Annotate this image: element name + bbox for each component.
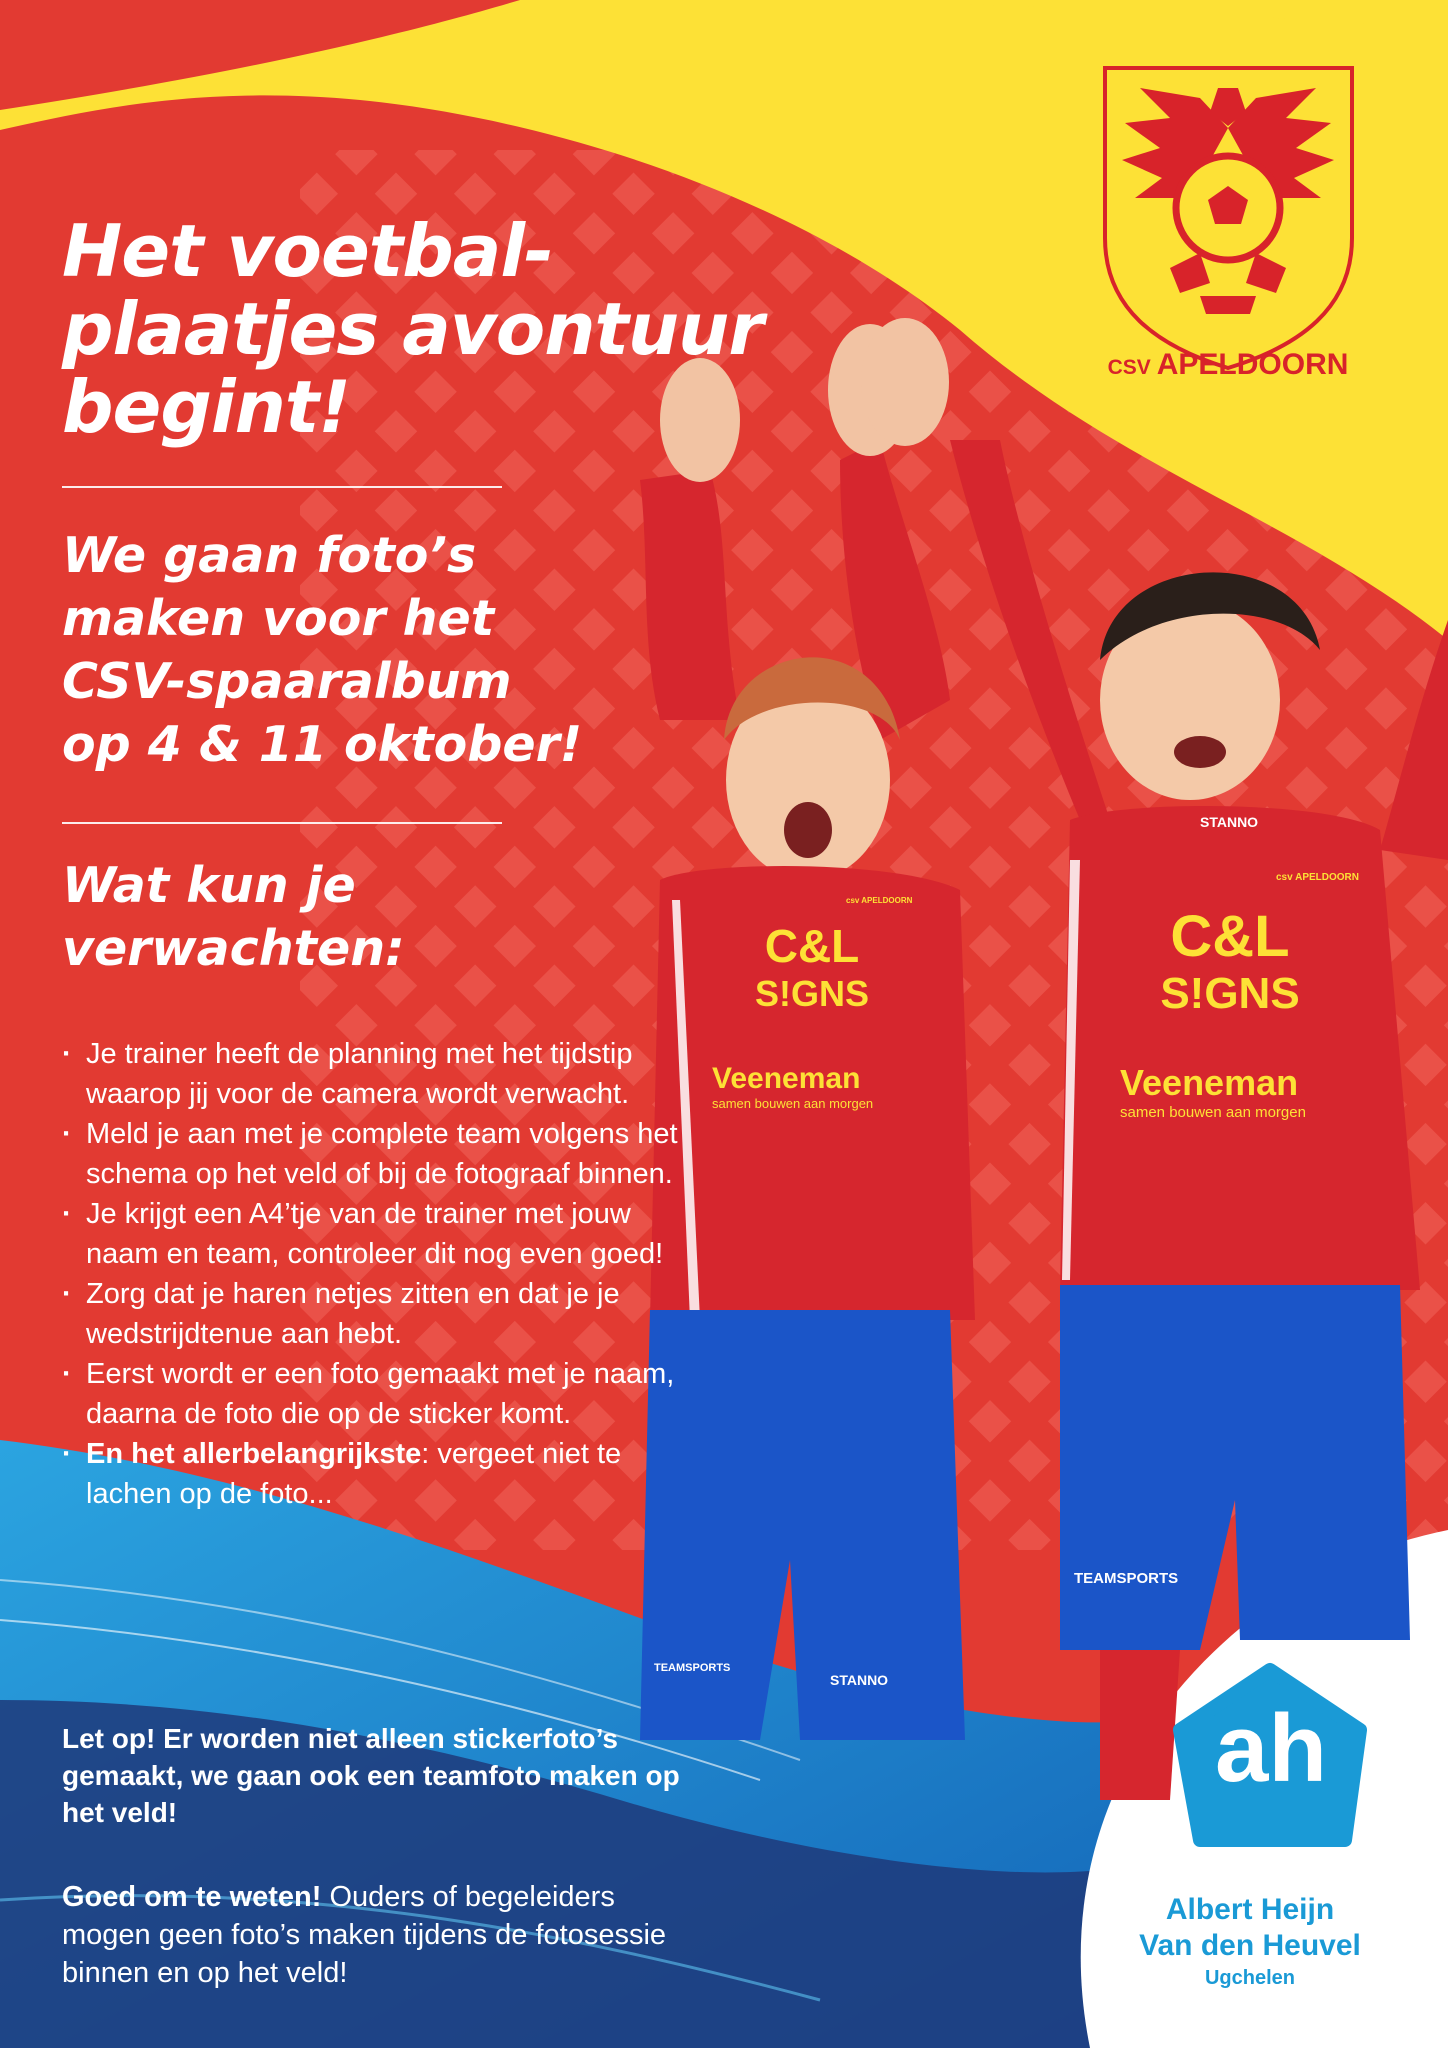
- shirt-logo-signs-right: S!GNS: [1160, 969, 1300, 1018]
- shirt-veeneman-left: [712, 1062, 932, 1111]
- notice-team-photo-text: Let op! Er worden niet alleen stickerfoto’s gemaakt, we gaan ook een teamfoto maken op het veld!: [62, 1723, 680, 1828]
- list-item: · Je trainer heeft de planning met het tijdstip waarop jij voor de camera wordt verwacht.: [58, 1034, 678, 1114]
- veeneman-logo-text: Veeneman: [712, 1062, 861, 1095]
- headline-line-1: Het voetbal-: [62, 209, 553, 293]
- notice-no-photos-rest: Ouders of begeleiders mogen geen foto’s maken tijdens de fotosessie binnen en op het veld!: [62, 1881, 667, 1989]
- headline: [62, 209, 782, 449]
- veeneman-logo-text-right: Veeneman: [1120, 1062, 1299, 1103]
- club-badge-shirt-left: csv APELDOORN: [846, 896, 913, 905]
- subheadline-line-2: maken voor het: [62, 590, 495, 647]
- subheadline: [62, 524, 682, 776]
- subheadline-line-1: We gaan foto’s: [62, 527, 477, 584]
- sponsor-line-3: Ugchelen: [1204, 1967, 1296, 1989]
- shirt-logo-c-and-l-right: C&L: [1170, 904, 1290, 969]
- shirt-sponsor-left: [742, 920, 882, 1016]
- sponsor-name: [1100, 1892, 1400, 1992]
- kit-brand-right: STANNO: [1200, 814, 1259, 830]
- veeneman-tagline-right: samen bouwen aan morgen: [1120, 1104, 1306, 1121]
- section-title: [62, 854, 582, 980]
- list-item: · Meld je aan met je complete team volgens het schema op het veld of bij de fotograaf binnen.: [58, 1114, 678, 1194]
- expectations-list: [58, 1034, 678, 1514]
- headline-line-2: plaatjes avontuur: [62, 287, 763, 371]
- highlight-rest: : vergeet niet te lachen op de foto...: [86, 1438, 622, 1510]
- shorts-brand-right: TEAMSPORTS: [1074, 1570, 1179, 1587]
- shirt-logo-c-and-l: C&L: [764, 920, 860, 972]
- list-item-highlight: [58, 1434, 678, 1514]
- subheadline-line-3: CSV-spaaralbum: [62, 653, 512, 710]
- sponsor-line-2: Van den Heuvel: [1139, 1929, 1361, 1962]
- section-title-line-2: verwachten:: [62, 920, 405, 977]
- subheadline-line-4: op 4 & 11 oktober!: [62, 716, 583, 773]
- shirt-sponsor-right: [1150, 906, 1310, 1020]
- club-crest: [1105, 68, 1352, 368]
- divider-1: [62, 486, 502, 488]
- headline-line-3: begint!: [62, 365, 351, 449]
- shorts-brand-left: STANNO: [830, 1672, 889, 1688]
- notice-no-photos-strong: Goed om te weten!: [62, 1881, 322, 1913]
- club-name-text: APELDOORN: [1156, 348, 1349, 381]
- list-item: · Zorg dat je haren netjes zitten en dat je je wedstrijdtenue aan hebt.: [58, 1274, 678, 1354]
- notice-team-photo: [62, 1720, 682, 1831]
- ah-logo-letters: ah: [1214, 1695, 1328, 1802]
- club-prefix: CSV: [1107, 356, 1151, 379]
- list-item: · Je krijgt een A4’tje van de trainer met jouw naam en team, controleer dit nog even goed!: [58, 1194, 678, 1274]
- section-title-line-1: Wat kun je: [62, 857, 356, 914]
- list-item: · Eerst wordt er een foto gemaakt met je naam, daarna de foto die op de sticker komt.: [58, 1354, 678, 1434]
- sponsor-line-1: Albert Heijn: [1165, 1893, 1335, 1926]
- shorts-brand-left-2: TEAMSPORTS: [654, 1662, 731, 1674]
- shirt-veeneman-right: [1120, 1062, 1360, 1121]
- highlight-strong: En het allerbelangrijkste: [86, 1438, 422, 1470]
- club-name: [1098, 348, 1358, 382]
- divider-2: [62, 822, 502, 824]
- shirt-logo-signs: S!GNS: [754, 973, 869, 1014]
- club-badge-shirt-right: csv APELDOORN: [1276, 872, 1359, 883]
- veeneman-tagline: samen bouwen aan morgen: [712, 1096, 874, 1111]
- notice-no-photos: [62, 1878, 682, 1992]
